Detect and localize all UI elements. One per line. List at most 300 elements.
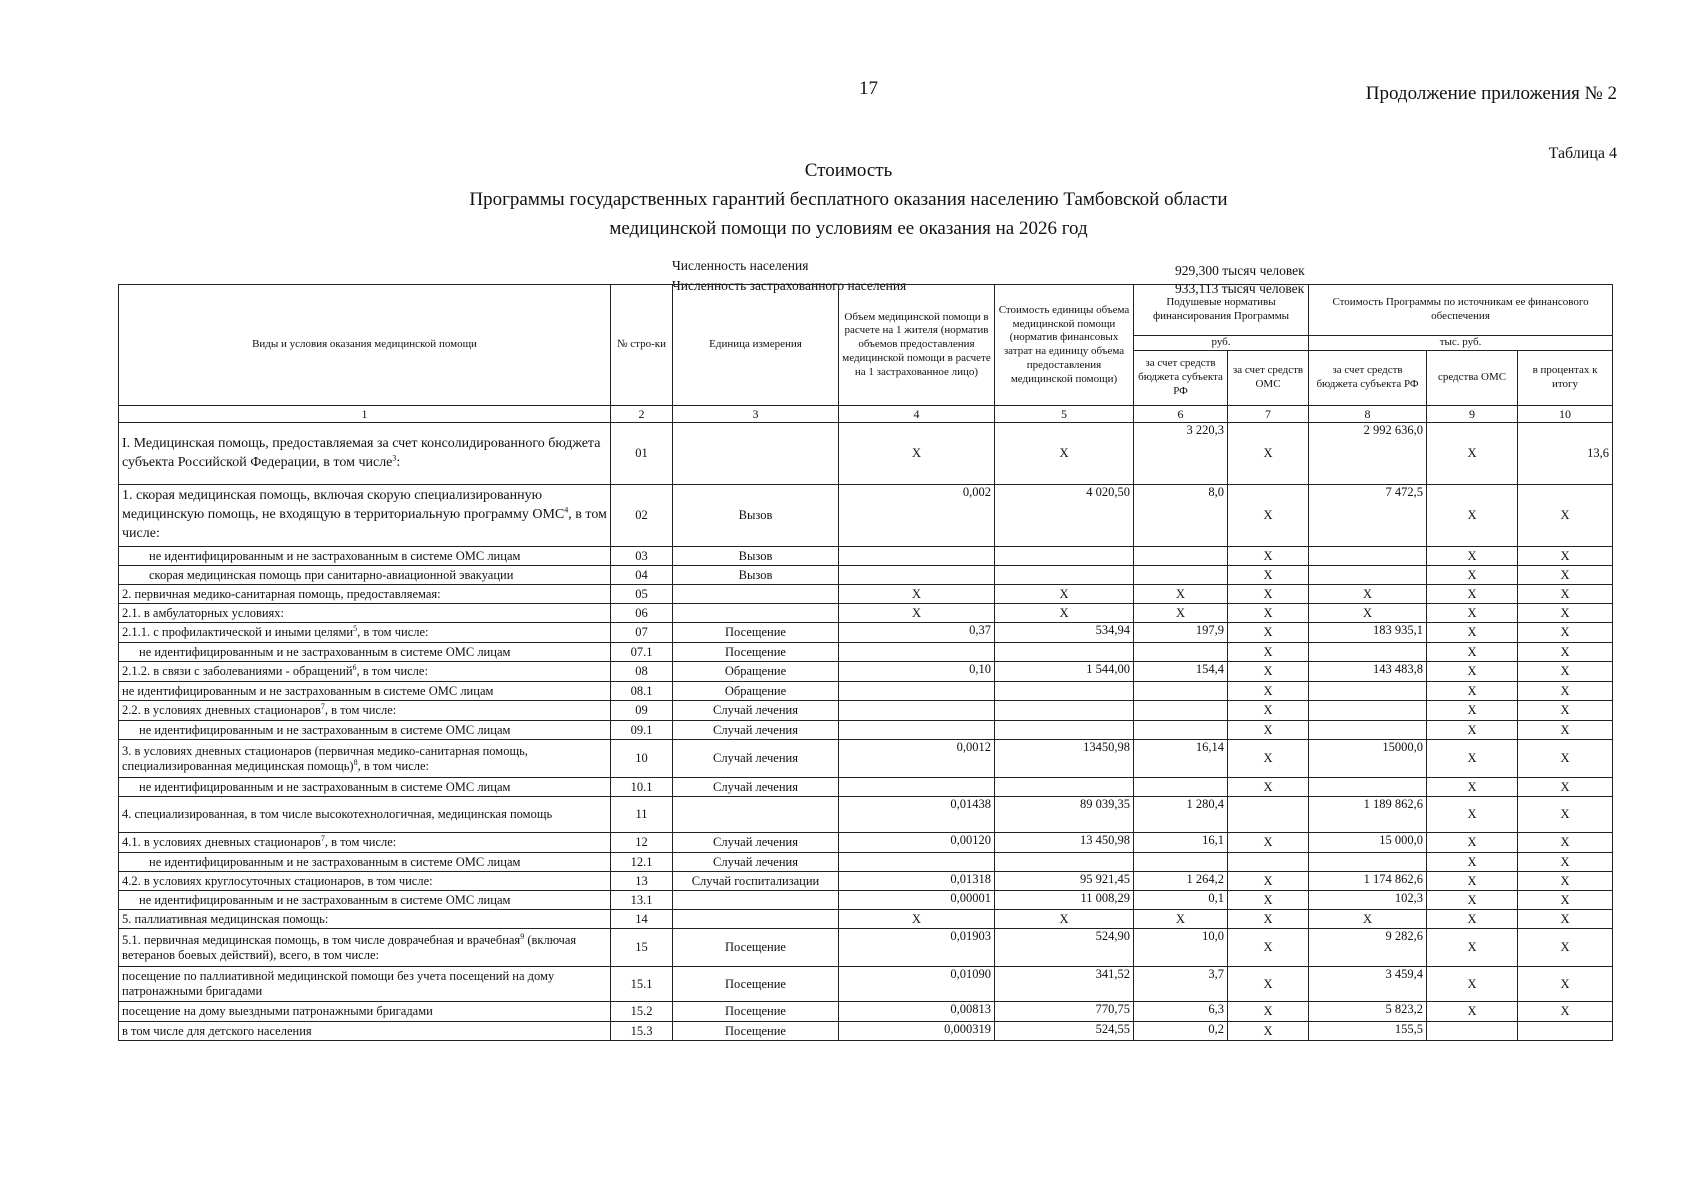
cell-col-5: 4 020,50 bbox=[995, 485, 1134, 547]
cell-col-9: X bbox=[1427, 797, 1518, 833]
cell-col-8 bbox=[1309, 701, 1427, 721]
cell-col-8: 15 000,0 bbox=[1309, 833, 1427, 853]
cell-col-5 bbox=[995, 701, 1134, 721]
table-row bbox=[119, 547, 1613, 566]
table-row bbox=[119, 701, 1613, 721]
header-col-6: за счет средств бюджета субъекта РФ bbox=[1134, 351, 1228, 406]
footnote-ref: 7 bbox=[320, 701, 325, 711]
table-row bbox=[119, 721, 1613, 740]
cell-col-8 bbox=[1309, 643, 1427, 662]
row-description-text: 5. паллиативная медицинская помощь: bbox=[122, 911, 329, 926]
column-number: 6 bbox=[1134, 406, 1228, 423]
cell-col-5 bbox=[995, 643, 1134, 662]
cell-col-8: 183 935,1 bbox=[1309, 623, 1427, 643]
appendix-continuation: Продолжение приложения № 2 bbox=[1365, 83, 1617, 104]
cell-unit: Обращение bbox=[673, 662, 839, 682]
cell-col-4: 0,00813 bbox=[839, 1002, 995, 1022]
cell-col-8: 143 483,8 bbox=[1309, 662, 1427, 682]
cell-col-9: X bbox=[1427, 623, 1518, 643]
cell-col-6: 10,0 bbox=[1134, 929, 1228, 967]
table-row bbox=[119, 1002, 1613, 1022]
cell-row-number: 01 bbox=[611, 423, 673, 485]
cell-col-6: 0,1 bbox=[1134, 891, 1228, 910]
table-row bbox=[119, 929, 1613, 967]
cell-col-5: 770,75 bbox=[995, 1002, 1134, 1022]
header-per-capita: Подушевые нормативы финансирования Программы bbox=[1134, 285, 1309, 336]
column-number: 9 bbox=[1427, 406, 1518, 423]
table-row bbox=[119, 967, 1613, 1002]
cell-row-number: 04 bbox=[611, 566, 673, 585]
cell-col-4 bbox=[839, 547, 995, 566]
cell-col-6: 197,9 bbox=[1134, 623, 1228, 643]
cell-row-number: 15.2 bbox=[611, 1002, 673, 1022]
cell-col-6 bbox=[1134, 682, 1228, 701]
table-row bbox=[119, 853, 1613, 872]
header-col-8: за счет средств бюджета субъекта РФ bbox=[1309, 351, 1427, 406]
cell-col-4 bbox=[839, 566, 995, 585]
cell-col-10: X bbox=[1518, 778, 1613, 797]
title-line-1: Стоимость bbox=[804, 160, 893, 181]
header-col-10: в процентах к итогу bbox=[1518, 351, 1613, 406]
header-col-4: Объем медицинской помощи в расчете на 1 жителя (норматив объемов предоставления медицинской помощи в расчете на 1 застрахованное лицо) bbox=[839, 285, 995, 406]
cell-col-7: X bbox=[1228, 566, 1309, 585]
cell-col-10: X bbox=[1518, 623, 1613, 643]
cell-unit: Вызов bbox=[673, 485, 839, 547]
title-line-2: Программы государственных гарантий бесплатного оказания населению Тамбовской области bbox=[469, 189, 1228, 210]
header-col-7: за счет средств ОМС bbox=[1228, 351, 1309, 406]
column-number: 3 bbox=[673, 406, 839, 423]
cell-unit: Вызов bbox=[673, 547, 839, 566]
cell-col-10: X bbox=[1518, 585, 1613, 604]
cell-col-4: 0,00120 bbox=[839, 833, 995, 853]
cell-col-9: X bbox=[1427, 1002, 1518, 1022]
row-description-text: 2.1.2. в связи с заболеваниями - обращений bbox=[122, 664, 353, 679]
row-description-text: 4.1. в условиях дневных стационаров bbox=[122, 835, 321, 850]
cell-col-9: X bbox=[1427, 643, 1518, 662]
cell-col-7: X bbox=[1228, 929, 1309, 967]
cell-col-4: X bbox=[839, 423, 995, 485]
cell-col-8: X bbox=[1309, 604, 1427, 623]
table-row bbox=[119, 423, 1613, 485]
cell-col-7: X bbox=[1228, 623, 1309, 643]
cell-col-7: X bbox=[1228, 585, 1309, 604]
cell-unit: Случай лечения bbox=[673, 740, 839, 778]
cell-unit: Посещение bbox=[673, 1022, 839, 1041]
cell-col-10 bbox=[1518, 1022, 1613, 1041]
row-description bbox=[119, 1022, 611, 1041]
row-description-tail: : bbox=[396, 454, 401, 470]
cell-col-6: 8,0 bbox=[1134, 485, 1228, 547]
cell-col-7: X bbox=[1228, 967, 1309, 1002]
header-row bbox=[119, 285, 1613, 336]
row-description-text: не идентифицированным и не застрахованным в системе ОМС лицам bbox=[149, 854, 521, 869]
cell-unit: Случай госпитализации bbox=[673, 872, 839, 891]
cell-col-7 bbox=[1228, 797, 1309, 833]
table-row bbox=[119, 643, 1613, 662]
row-description-text: не идентифицированным и не застрахованным в системе ОМС лицам bbox=[139, 892, 511, 907]
cell-col-9: X bbox=[1427, 423, 1518, 485]
header-col-2: № стро-ки bbox=[611, 285, 673, 406]
row-description bbox=[119, 872, 611, 891]
cell-row-number: 08.1 bbox=[611, 682, 673, 701]
table-row bbox=[119, 833, 1613, 853]
cell-col-8: X bbox=[1309, 585, 1427, 604]
row-description bbox=[119, 740, 611, 778]
row-description-text: посещение по паллиативной медицинской помощи без учета посещений на дому патронажными бригадами bbox=[122, 969, 555, 998]
cell-col-10: X bbox=[1518, 604, 1613, 623]
cell-col-10: X bbox=[1518, 740, 1613, 778]
cell-col-9: X bbox=[1427, 778, 1518, 797]
row-description bbox=[119, 662, 611, 682]
cell-col-8: 155,5 bbox=[1309, 1022, 1427, 1041]
row-description bbox=[119, 1002, 611, 1022]
cell-col-9: X bbox=[1427, 853, 1518, 872]
row-description bbox=[119, 623, 611, 643]
cell-col-6: 3 220,3 bbox=[1134, 423, 1228, 485]
column-number: 1 bbox=[119, 406, 611, 423]
cell-col-5: X bbox=[995, 604, 1134, 623]
cell-col-4: 0,01438 bbox=[839, 797, 995, 833]
cell-col-10: X bbox=[1518, 967, 1613, 1002]
row-description-tail: , в том числе: bbox=[122, 507, 607, 541]
cell-col-4: 0,01318 bbox=[839, 872, 995, 891]
cell-col-9: X bbox=[1427, 682, 1518, 701]
cell-col-9: X bbox=[1427, 833, 1518, 853]
cell-col-9: X bbox=[1427, 566, 1518, 585]
header-col-1: Виды и условия оказания медицинской помощи bbox=[119, 285, 611, 406]
cell-unit: Посещение bbox=[673, 967, 839, 1002]
cell-unit bbox=[673, 604, 839, 623]
cell-col-5 bbox=[995, 566, 1134, 585]
cell-unit: Посещение bbox=[673, 623, 839, 643]
row-description-tail: , в том числе: bbox=[356, 664, 428, 679]
header-col-9: средства ОМС bbox=[1427, 351, 1518, 406]
table-row bbox=[119, 797, 1613, 833]
cell-col-7: X bbox=[1228, 910, 1309, 929]
cell-row-number: 15 bbox=[611, 929, 673, 967]
cell-col-9: X bbox=[1427, 967, 1518, 1002]
cell-col-10: X bbox=[1518, 910, 1613, 929]
cell-col-7: X bbox=[1228, 547, 1309, 566]
cell-col-10: X bbox=[1518, 721, 1613, 740]
row-description-text: 2. первичная медико-санитарная помощь, предоставляемая: bbox=[122, 586, 441, 601]
cell-col-8: 1 189 862,6 bbox=[1309, 797, 1427, 833]
cell-col-4: X bbox=[839, 585, 995, 604]
footnote-ref: 9 bbox=[520, 931, 525, 941]
cell-col-10: X bbox=[1518, 662, 1613, 682]
cell-col-5: X bbox=[995, 585, 1134, 604]
cell-col-7: X bbox=[1228, 604, 1309, 623]
cell-col-4: 0,10 bbox=[839, 662, 995, 682]
cell-row-number: 09 bbox=[611, 701, 673, 721]
table-row bbox=[119, 872, 1613, 891]
cell-col-10: X bbox=[1518, 853, 1613, 872]
row-description-text: не идентифицированным и не застрахованным в системе ОМС лицам bbox=[139, 779, 511, 794]
row-description bbox=[119, 485, 611, 547]
cell-col-4 bbox=[839, 701, 995, 721]
cell-unit: Случай лечения bbox=[673, 833, 839, 853]
cell-col-5: 534,94 bbox=[995, 623, 1134, 643]
cell-col-10: X bbox=[1518, 547, 1613, 566]
cell-row-number: 11 bbox=[611, 797, 673, 833]
row-description-text: не идентифицированным и не застрахованным в системе ОМС лицам bbox=[122, 683, 494, 698]
cell-col-9 bbox=[1427, 1022, 1518, 1041]
cell-col-6 bbox=[1134, 778, 1228, 797]
cell-col-4: X bbox=[839, 910, 995, 929]
cell-col-10: X bbox=[1518, 833, 1613, 853]
cell-col-9: X bbox=[1427, 721, 1518, 740]
row-description-text: 4. специализированная, в том числе высокотехнологичная, медицинская помощь bbox=[122, 807, 553, 822]
row-description-tail: (включая ветеранов боевых действий), всего, в том числе: bbox=[122, 932, 577, 962]
cell-col-6: 16,1 bbox=[1134, 833, 1228, 853]
cell-col-5: X bbox=[995, 910, 1134, 929]
row-description-tail: , в том числе: bbox=[324, 835, 397, 850]
header-col-5: Стоимость единицы объема медицинской помощи (норматив финансовых затрат на единицу объема предоставления медицинской помощи) bbox=[995, 285, 1134, 406]
row-description bbox=[119, 566, 611, 585]
column-number: 5 bbox=[995, 406, 1134, 423]
cell-col-10: X bbox=[1518, 643, 1613, 662]
cell-col-4: 0,000319 bbox=[839, 1022, 995, 1041]
cell-col-5 bbox=[995, 682, 1134, 701]
cell-unit bbox=[673, 891, 839, 910]
cell-col-9: X bbox=[1427, 485, 1518, 547]
cell-unit: Обращение bbox=[673, 682, 839, 701]
cell-col-5 bbox=[995, 547, 1134, 566]
cell-col-8: X bbox=[1309, 910, 1427, 929]
cell-col-6 bbox=[1134, 547, 1228, 566]
cell-col-4: 0,0012 bbox=[839, 740, 995, 778]
row-description bbox=[119, 797, 611, 833]
cell-col-8 bbox=[1309, 566, 1427, 585]
title-line-3: медицинской помощи по условиям ее оказания на 2026 год bbox=[609, 218, 1088, 239]
cell-row-number: 13.1 bbox=[611, 891, 673, 910]
cell-col-6 bbox=[1134, 701, 1228, 721]
table-label: Таблица 4 bbox=[1548, 145, 1617, 162]
cell-col-8: 9 282,6 bbox=[1309, 929, 1427, 967]
header-col-3: Единица измерения bbox=[673, 285, 839, 406]
cell-col-9: X bbox=[1427, 910, 1518, 929]
header-program-cost: Стоимость Программы по источникам ее финансового обеспечения bbox=[1309, 285, 1613, 336]
cell-col-8 bbox=[1309, 721, 1427, 740]
cell-col-7: X bbox=[1228, 643, 1309, 662]
cell-unit bbox=[673, 423, 839, 485]
cell-col-8 bbox=[1309, 682, 1427, 701]
cell-col-4: X bbox=[839, 604, 995, 623]
cell-col-8: 1 174 862,6 bbox=[1309, 872, 1427, 891]
cell-col-10: 13,6 bbox=[1518, 423, 1613, 485]
cell-col-8 bbox=[1309, 547, 1427, 566]
cell-col-8: 102,3 bbox=[1309, 891, 1427, 910]
table-row bbox=[119, 623, 1613, 643]
row-description-text: посещение на дому выездными патронажными бригадами bbox=[122, 1004, 433, 1019]
cell-col-7: X bbox=[1228, 891, 1309, 910]
cell-col-4 bbox=[839, 643, 995, 662]
row-description bbox=[119, 778, 611, 797]
population-label: Численность населения bbox=[672, 258, 809, 273]
cell-col-5: X bbox=[995, 423, 1134, 485]
cell-col-6: X bbox=[1134, 585, 1228, 604]
cell-col-10: X bbox=[1518, 485, 1613, 547]
footnote-ref: 4 bbox=[564, 505, 569, 515]
cell-col-10: X bbox=[1518, 682, 1613, 701]
table-row bbox=[119, 604, 1613, 623]
cell-row-number: 09.1 bbox=[611, 721, 673, 740]
cell-col-6: 1 264,2 bbox=[1134, 872, 1228, 891]
table-row bbox=[119, 682, 1613, 701]
row-description-text: I. Медицинская помощь, предоставляемая за счет консолидированного бюджета субъекта Российской Федерации, в том числе bbox=[122, 435, 601, 470]
cell-col-7: X bbox=[1228, 833, 1309, 853]
cell-row-number: 05 bbox=[611, 585, 673, 604]
cell-col-4: 0,002 bbox=[839, 485, 995, 547]
cell-unit bbox=[673, 910, 839, 929]
row-description bbox=[119, 423, 611, 485]
row-description-text: 1. скорая медицинская помощь, включая скорую специализированную медицинскую помощь, не входящую в территориальную программу ОМС bbox=[122, 488, 565, 523]
cell-col-8: 5 823,2 bbox=[1309, 1002, 1427, 1022]
cell-col-6: X bbox=[1134, 910, 1228, 929]
row-description-text: 2.1.1. с профилактической и иными целями bbox=[122, 625, 354, 640]
cell-col-9: X bbox=[1427, 872, 1518, 891]
row-description bbox=[119, 604, 611, 623]
row-description-text: не идентифицированным и не застрахованным в системе ОМС лицам bbox=[149, 548, 521, 563]
table-row bbox=[119, 662, 1613, 682]
row-description bbox=[119, 833, 611, 853]
population-value: 929,300 тысяч человек bbox=[1175, 263, 1305, 278]
cell-row-number: 12 bbox=[611, 833, 673, 853]
cell-col-10: X bbox=[1518, 566, 1613, 585]
cell-col-6 bbox=[1134, 721, 1228, 740]
header-program-cost-unit: тыс. руб. bbox=[1309, 336, 1613, 351]
cell-col-9: X bbox=[1427, 740, 1518, 778]
cell-col-5: 13450,98 bbox=[995, 740, 1134, 778]
cell-col-6: 6,3 bbox=[1134, 1002, 1228, 1022]
cell-row-number: 06 bbox=[611, 604, 673, 623]
row-description bbox=[119, 701, 611, 721]
table-row bbox=[119, 910, 1613, 929]
cell-row-number: 10.1 bbox=[611, 778, 673, 797]
cell-col-4: 0,01090 bbox=[839, 967, 995, 1002]
table-row bbox=[119, 778, 1613, 797]
row-description-text: не идентифицированным и не застрахованным в системе ОМС лицам bbox=[139, 644, 511, 659]
cell-row-number: 07.1 bbox=[611, 643, 673, 662]
cell-col-7: X bbox=[1228, 1022, 1309, 1041]
cell-unit: Случай лечения bbox=[673, 721, 839, 740]
row-description bbox=[119, 967, 611, 1002]
cell-col-6: 0,2 bbox=[1134, 1022, 1228, 1041]
cell-col-10: X bbox=[1518, 891, 1613, 910]
cell-unit: Посещение bbox=[673, 929, 839, 967]
cell-col-5: 524,55 bbox=[995, 1022, 1134, 1041]
cell-col-8: 3 459,4 bbox=[1309, 967, 1427, 1002]
cell-row-number: 10 bbox=[611, 740, 673, 778]
cell-col-7: X bbox=[1228, 778, 1309, 797]
row-description-text: в том числе для детского населения bbox=[122, 1023, 312, 1038]
cell-col-4 bbox=[839, 853, 995, 872]
table-row bbox=[119, 740, 1613, 778]
cell-col-4 bbox=[839, 682, 995, 701]
cell-unit: Посещение bbox=[673, 643, 839, 662]
row-description-text: 4.2. в условиях круглосуточных стационаров, в том числе: bbox=[122, 873, 433, 888]
table-row bbox=[119, 485, 1613, 547]
cell-col-5: 95 921,45 bbox=[995, 872, 1134, 891]
cell-col-4 bbox=[839, 778, 995, 797]
row-description-text: скорая медицинская помощь при санитарно-авиационной эвакуации bbox=[149, 567, 514, 582]
cell-col-7: X bbox=[1228, 740, 1309, 778]
footnote-ref: 7 bbox=[320, 833, 325, 843]
column-number-row bbox=[119, 406, 1613, 423]
cell-col-9: X bbox=[1427, 929, 1518, 967]
cell-unit: Случай лечения bbox=[673, 701, 839, 721]
cell-row-number: 13 bbox=[611, 872, 673, 891]
cell-col-6: 154,4 bbox=[1134, 662, 1228, 682]
cell-col-7: X bbox=[1228, 1002, 1309, 1022]
cell-col-10: X bbox=[1518, 701, 1613, 721]
row-description-text: 2.2. в условиях дневных стационаров bbox=[122, 703, 321, 718]
cell-col-5: 1 544,00 bbox=[995, 662, 1134, 682]
insured-population-label: Численность застрахованного населения bbox=[672, 278, 907, 293]
column-number: 7 bbox=[1228, 406, 1309, 423]
cell-col-5: 11 008,29 bbox=[995, 891, 1134, 910]
cell-col-8 bbox=[1309, 778, 1427, 797]
cell-row-number: 02 bbox=[611, 485, 673, 547]
cell-col-4: 0,37 bbox=[839, 623, 995, 643]
cell-row-number: 14 bbox=[611, 910, 673, 929]
cell-col-4: 0,00001 bbox=[839, 891, 995, 910]
column-number: 8 bbox=[1309, 406, 1427, 423]
cell-row-number: 07 bbox=[611, 623, 673, 643]
cell-row-number: 15.1 bbox=[611, 967, 673, 1002]
cell-col-6 bbox=[1134, 853, 1228, 872]
cell-col-9: X bbox=[1427, 662, 1518, 682]
cell-unit: Вызов bbox=[673, 566, 839, 585]
cell-col-5: 13 450,98 bbox=[995, 833, 1134, 853]
cell-col-10: X bbox=[1518, 1002, 1613, 1022]
page-number: 17 bbox=[859, 78, 878, 99]
row-description bbox=[119, 585, 611, 604]
row-description bbox=[119, 547, 611, 566]
footnote-ref: 6 bbox=[352, 662, 357, 672]
row-description-text: 3. в условиях дневных стационаров (первичная медико-санитарная помощь, специализированная медицинская помощь) bbox=[122, 743, 528, 773]
cell-col-7: X bbox=[1228, 701, 1309, 721]
cell-unit: Случай лечения bbox=[673, 778, 839, 797]
cell-col-10: X bbox=[1518, 797, 1613, 833]
cell-col-7: X bbox=[1228, 485, 1309, 547]
cell-col-6: 1 280,4 bbox=[1134, 797, 1228, 833]
cell-col-4: 0,01903 bbox=[839, 929, 995, 967]
cell-col-5 bbox=[995, 778, 1134, 797]
cell-col-5: 89 039,35 bbox=[995, 797, 1134, 833]
row-description-tail: , в том числе: bbox=[357, 758, 429, 773]
table-row bbox=[119, 891, 1613, 910]
column-number: 10 bbox=[1518, 406, 1613, 423]
column-number: 2 bbox=[611, 406, 673, 423]
cell-col-8 bbox=[1309, 853, 1427, 872]
row-description bbox=[119, 643, 611, 662]
cell-unit: Посещение bbox=[673, 1002, 839, 1022]
row-description bbox=[119, 929, 611, 967]
cell-unit: Случай лечения bbox=[673, 853, 839, 872]
cell-col-9: X bbox=[1427, 701, 1518, 721]
footnote-ref: 8 bbox=[353, 757, 358, 767]
table-row bbox=[119, 566, 1613, 585]
cell-row-number: 03 bbox=[611, 547, 673, 566]
cell-col-10: X bbox=[1518, 872, 1613, 891]
cell-col-7: X bbox=[1228, 872, 1309, 891]
column-number: 4 bbox=[839, 406, 995, 423]
cell-col-4 bbox=[839, 721, 995, 740]
cell-col-5 bbox=[995, 721, 1134, 740]
header-per-capita-unit: руб. bbox=[1134, 336, 1309, 351]
row-description-tail: , в том числе: bbox=[324, 703, 397, 718]
